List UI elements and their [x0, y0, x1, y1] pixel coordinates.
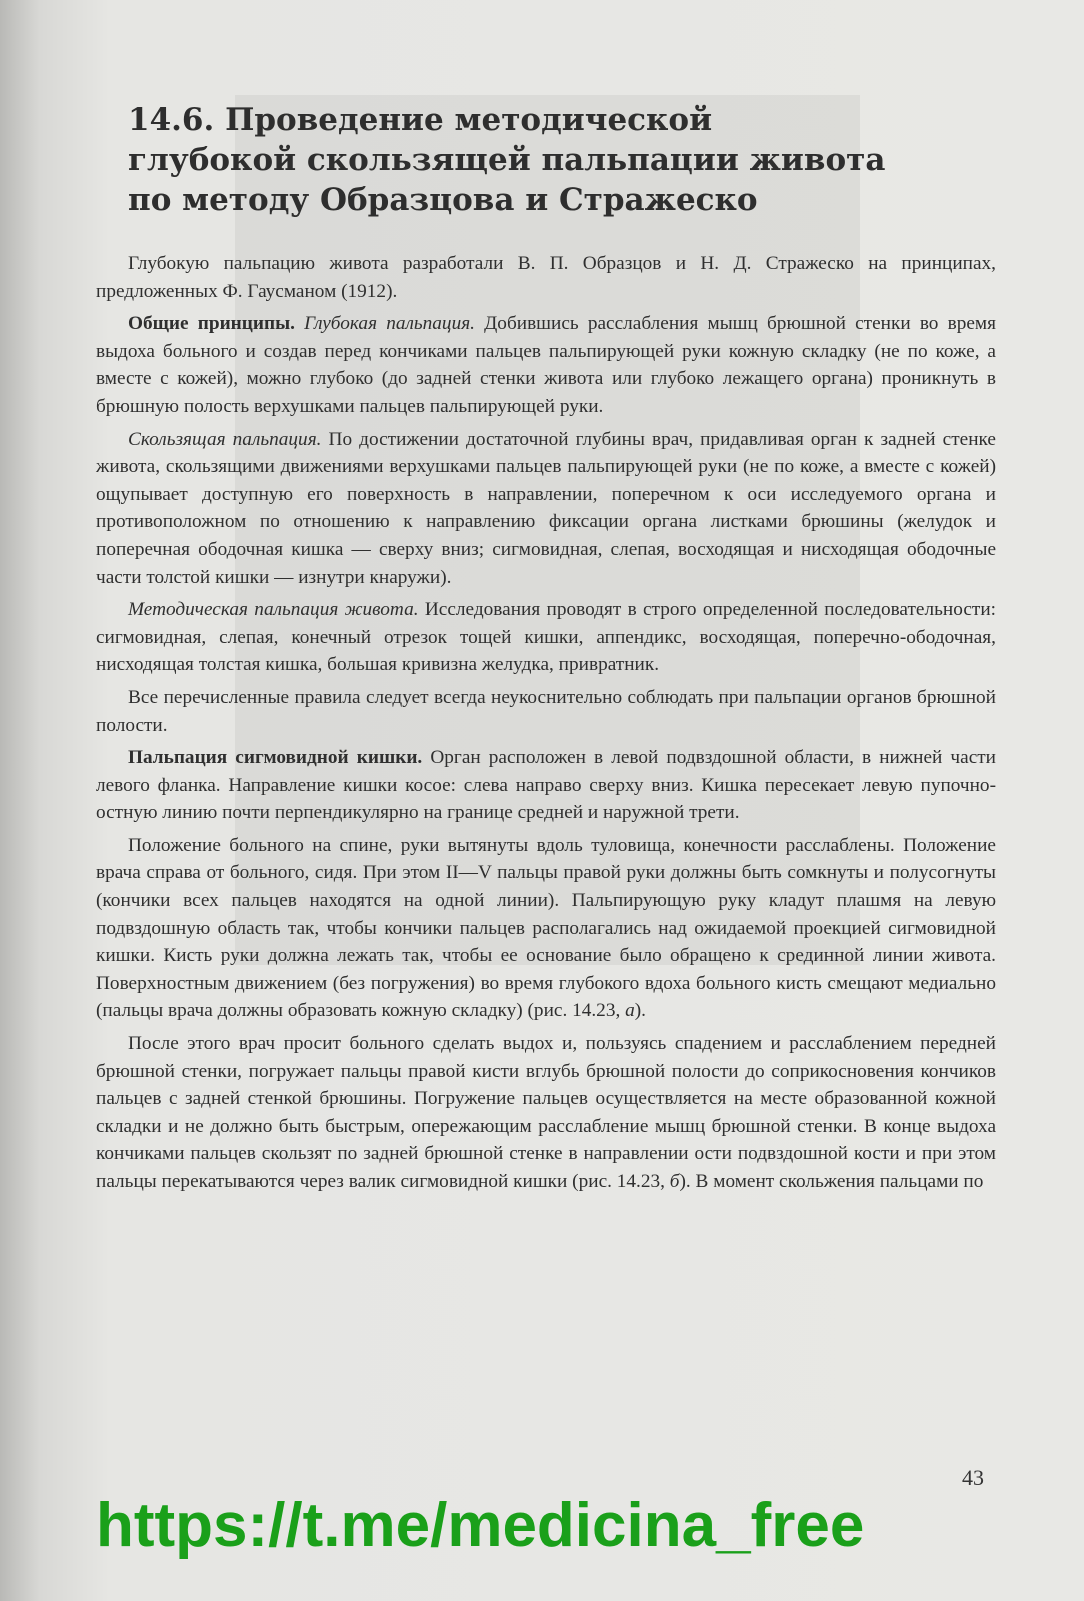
- paragraph-general-principles: Общие принципы. Глубокая пальпация. Добившись расслабления мышц брюшной стенки во время выдоха больного и создав перед кончиками пальцев пальпирующей руки кожную складку (не по коже, а вместе с кожей), можно глубоко (до задней стенки живота или глубоко лежащего органа) проникнуть в брюшную полость верхушками пальцев пальпирующей руки.: [96, 313, 996, 417]
- paragraph-methodical-palpation: Методическая пальпация живота. Исследования проводят в строго определенной последовательности: сигмовидная, слепая, конечный отрезок тощей кишки, аппендикс, восходящая, поперечно-ободочная, нисходящая толстая кишка, большая кривизна желудка, привратник.: [96, 599, 996, 676]
- paragraph-patient-position: Положение больного на спине, руки вытянуты вдоль туловища, конечности расслаблены. Положение врача справа от больного, сидя. При этом II—V пальцы правой руки должны быть сомкнуты и полусогнуты (кончики всех пальцев находятся на одной линии). Пальпирующую руку кладут плашмя на левую подвздошную область так, чтобы кончики пальцев располагались над ожидаемой проекцией сигмовидной кишки. Кисть руки должна лежать так, чтобы ее основание было обращено к срединной линии живота. Поверхностным движением (без погружения) во время глубокого вдоха больного кисть смещают медиально (пальцы врача должны образовать кожную складку) (рис. 14.23, а).: [96, 834, 996, 1022]
- watermark-link: https://t.me/medicina_free: [96, 1491, 865, 1560]
- paragraph-rules: Все перечисленные правила следует всегда неукоснительно соблюдать при пальпации органов брюшной полости.: [96, 686, 996, 736]
- paragraph-sliding-palpation: Скользящая пальпация. По достижении достаточной глубины врач, придавливая орган к задней стенке живота, скользящими движениями верхушками пальцев пальпирующей руки (не по коже, а вместе с кожей) ощупывает доступную его поверхность в направлении, поперечном к оси исследуемого органа и противоположном по отношению к направлению фиксации органа листками брюшины (желудок и поперечная ободочная кишка — сверху вниз; сигмовидная, слепая, восходящая и нисходящая ободочные части толстой кишки — изнутри кнаружи).: [96, 428, 996, 588]
- section-title: [128, 100, 888, 220]
- title-line-1: 14.6. Проведение методической: [128, 102, 713, 138]
- heading-sigmoid-palpation: Пальпация сигмовидной кишки.: [128, 747, 423, 769]
- paragraph-intro: Глубокую пальпацию живота разработали В. П. Образцов и Н. Д. Стражеско на принципах, предложенных Ф. Гаусманом (1912).: [96, 253, 996, 302]
- paragraph-sigmoid: Пальпация сигмовидной кишки. Орган расположен в левой подвздошной области, в нижней части левого фланка. Направление кишки косое: слева направо сверху вниз. Кишка пересекает левую пупочно-остную линию почти перпендикулярно на границе средней и наружной трети.: [96, 747, 996, 824]
- title-line-2: глубокой скользящей пальпации живота: [128, 142, 886, 178]
- page-number: 43: [962, 1465, 984, 1490]
- term-methodical-palpation: Методическая пальпация живота.: [128, 599, 419, 621]
- term-deep-palpation: Глубокая пальпация.: [304, 313, 475, 335]
- term-sliding-palpation: Скользящая пальпация.: [128, 428, 322, 450]
- paragraph-exhale: После этого врач просит больного сделать выдох и, пользуясь спадением и расслаблением передней брюшной стенки, погружает пальцы правой кисти вглубь брюшной полости до соприкосновения кончиков пальцев с задней стенкой брюшины. Погружение пальцев осуществляется на месте образованной кожной складки и не должно быть быстрым, опережающим расслабление мышц брюшной стенки. В конце выдоха кончиками пальцев скользят по задней брюшной стенке в направлении ости подвздошной кости и при этом пальцы перекатываются через валик сигмовидной кишки (рис. 14.23, б). В момент скольжения пальцами по: [96, 1033, 996, 1192]
- heading-general-principles: Общие принципы.: [128, 313, 295, 335]
- body-text: [96, 250, 996, 1201]
- title-line-3: по методу Образцова и Стражеско: [128, 182, 758, 218]
